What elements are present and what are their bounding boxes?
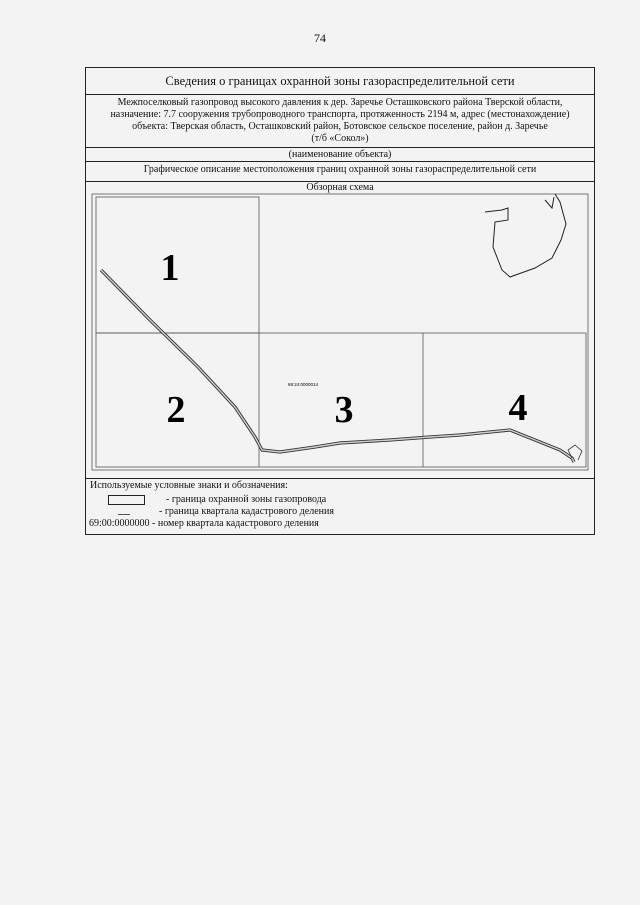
sheet-number-1: 1 bbox=[160, 247, 180, 289]
object-description-line: назначение: 7.7 сооружения трубопроводного транспорта, протяженность 2194 м, адрес (местонахождение) bbox=[110, 109, 570, 120]
overview-map bbox=[90, 192, 592, 478]
cadastral-quarter-label: 69:24:0000014 bbox=[288, 382, 319, 387]
quarter-boundary-symbol bbox=[118, 514, 130, 515]
form-title: Сведения о границах охранной зоны газораспределительной сети bbox=[86, 68, 594, 95]
legend-zone-boundary: - граница охранной зоны газопровода bbox=[166, 494, 327, 505]
legend-quarter-boundary: - граница квартала кадастрового деления bbox=[159, 506, 334, 517]
overview-map-drawing bbox=[90, 192, 592, 478]
locality-outline bbox=[485, 194, 566, 277]
legend-quarter-number: 69:00:0000000 - номер квартала кадастрового деления bbox=[89, 518, 319, 529]
legend-title: Используемые условные знаки и обозначения: bbox=[90, 480, 288, 491]
object-description-line: объекта: Тверская область, Осташковский район, Ботовское сельское поселение, район д. Заречье bbox=[132, 121, 548, 132]
protection-zone-boundary bbox=[101, 270, 582, 462]
sheet-number-4: 4 bbox=[508, 387, 528, 429]
document-form bbox=[85, 67, 595, 535]
legend bbox=[86, 478, 594, 535]
object-name-caption: (наименование объекта) bbox=[86, 148, 594, 162]
sheet-number-2: 2 bbox=[166, 389, 186, 431]
graphic-description-title: Графическое описание местоположения границ охранной зоны газораспределительной сети bbox=[86, 162, 594, 182]
locality-outline-detail bbox=[545, 197, 554, 208]
sheet-number-3: 3 bbox=[334, 389, 354, 431]
scheme-label: Обзорная схема bbox=[306, 182, 374, 193]
object-description-line: (т/б «Сокол») bbox=[311, 133, 369, 144]
zone-boundary-symbol bbox=[108, 495, 145, 505]
page-number: 74 bbox=[314, 31, 326, 45]
object-description-line: Межпоселковый газопровод высокого давления к дер. Заречье Осташковского района Тверской области, bbox=[117, 97, 563, 108]
object-description bbox=[86, 95, 594, 148]
